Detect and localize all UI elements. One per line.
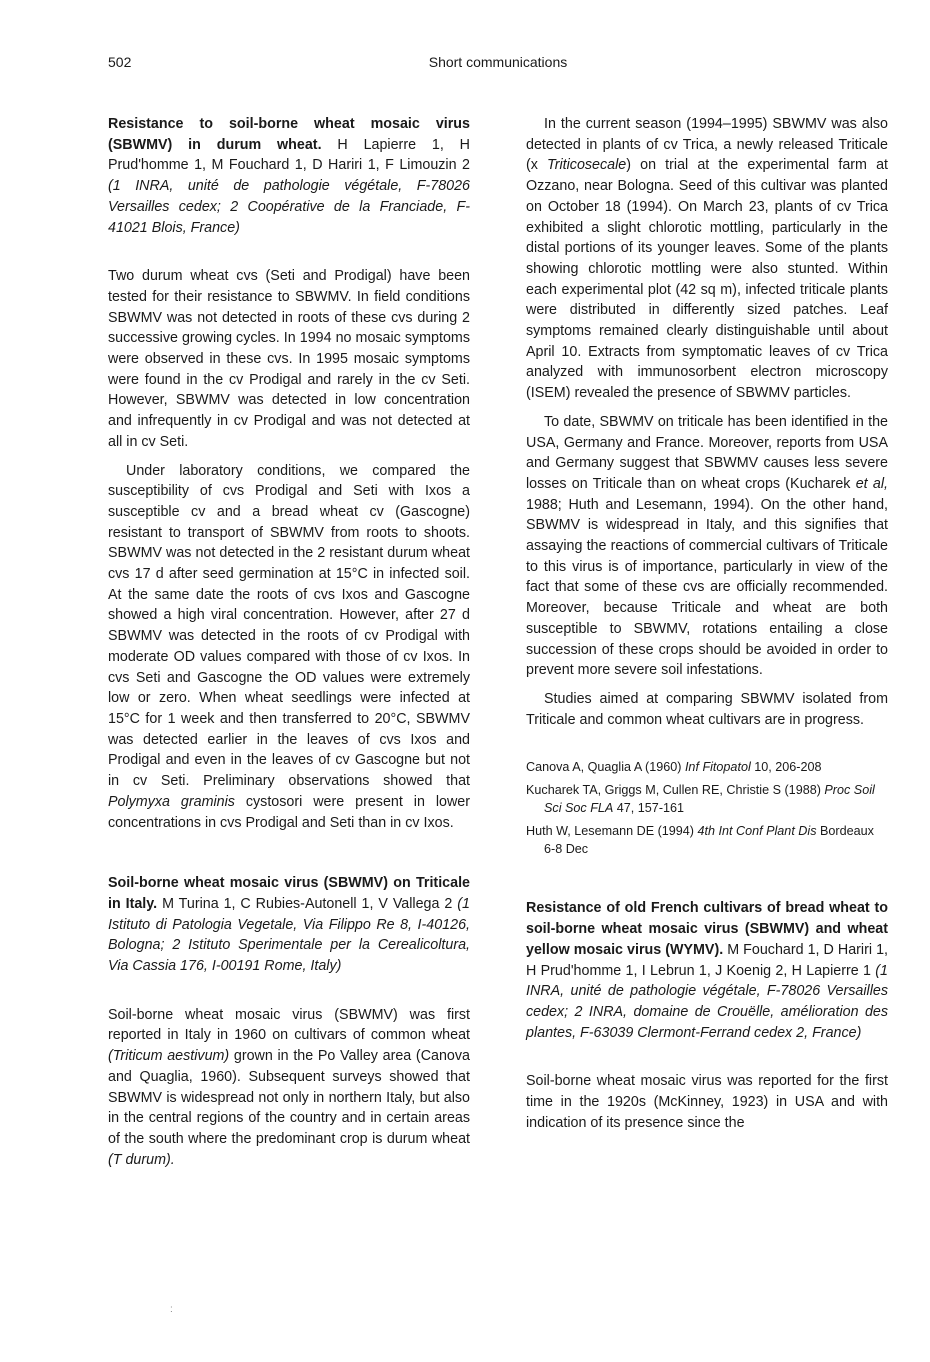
left-column [108, 114, 470, 1170]
reference-volume: 10, 206-208 [750, 760, 822, 775]
article2-heading [108, 873, 470, 977]
article2-title: Soil-borne wheat mosaic virus (SBWMV) on Triticale in Italy. [108, 875, 470, 912]
article3-title: Resistance of old French cultivars of bread wheat to soil-borne wheat mosaic virus (SBWMV) and wheat yellow mosaic virus (WYMV). [526, 900, 888, 958]
article1-p2-text-a: Under laboratory conditions, we compared the susceptibility of cvs Prodigal and Seti with Ixos a susceptible cv and a bread wheat cv (Gascogne) resistant to transport of SBWMV from roots to shoots. SBWMV was not detected in the 2 resistant durum wheat cvs 17 d after seed germination at 15°C in infected soil. At the same date the roots of cvs Ixos and Gascogne showed a high viral concentration. However, after 27 d SBWMV was detected in the roots of cv Prodigal with moderate OD values compared with those of cv Ixos. In cvs Seti and Gascogne the OD values were extremely low or zero. When wheat seedlings were infected at 15°C for 1 week and then transferred to 20°C, SBWMV was detected earlier in the leaves of cvs Ixos and Prodigal and even in the leaves of cv Gascogne but not in cv Seti. Preliminary observations showed that [108, 462, 470, 790]
reference-journal: Inf Fitopatol [684, 760, 751, 775]
article1-p2-text-b: cystosori were present in lower concentrations in cvs Prodigal and Seti than in cv Ixos. [108, 793, 471, 831]
article3-heading [526, 898, 888, 1043]
article2-paragraph-4: Studies aimed at comparing SBWMV isolated from Triticale and common wheat cultivars are in progress. [526, 690, 888, 728]
article2-p2-italic: Triticosecale [547, 157, 627, 174]
article1-affiliations: (1 INRA, unité de pathologie végétale, F-78026 Versailles cedex; 2 Coopérative de la Franciade, F-41021 Blois, France) [108, 178, 470, 236]
article2-p1-italic-1: (Triticum aestivum) [108, 1048, 230, 1065]
article2-paragraph-2 [526, 114, 888, 404]
reference-authors: Huth W, Lesemann DE (1994) [526, 824, 698, 839]
page-number: 502 [108, 54, 132, 70]
reference-item [526, 781, 888, 817]
scan-mark: : [170, 1304, 173, 1315]
article2-affiliations: (1 Istituto di Patologia Vegetale, Via Filippo Re 8, I-40126, Bologna; 2 Istituto Sperimentale per la Cerealicoltura, Via Cassia 176, I-00191 Rome, Italy) [108, 895, 470, 975]
article2-paragraph-3 [526, 412, 888, 681]
article2-p1-italic-2: (T durum). [108, 1151, 175, 1168]
article2-p3-text-a: To date, SBWMV on triticale has been identified in the USA, Germany and France. Moreover, reports from USA and Germany suggest that SBWMV causes less severe losses on Triticale than on wheat crops (Kucharek [526, 413, 888, 492]
article2-p1-text-a: Soil-borne wheat mosaic virus (SBWMV) was first reported in Italy in 1960 on cultivars of common wheat [108, 1006, 470, 1044]
article3-paragraph-1: Soil-borne wheat mosaic virus was reported for the first time in the 1920s (McKinney, 1923) in USA and with indication of its presence since the [526, 1073, 888, 1131]
article1-authors: H Lapierre 1, H Prud'homme 1, M Fouchard 1, D Hariri 1, F Limouzin 2 [108, 136, 470, 174]
article3-affiliations: (1 INRA, unité de pathologie végétale, F-78026 Versailles cedex; 2 INRA, domaine de Crouëlle, amélioration des plantes, F-63039 Clermont-Ferrand cedex 2, France) [526, 962, 888, 1041]
article2-p2-text-b: ) on trial at the experimental farm at Ozzano, near Bologna. Seed of this cultivar was planted on October 18 (1994). On March 23, plants of cv Trica exhibited a slight chlorotic mottling, particularly in the distal portions of its younger leaves. Some of the plants showing chlorotic mottling were also stunted. Within each experimental plot (42 sq m), infected triticale plants were distributed in differently sized patches. Leaf symptoms remained clearly distinguishable until about April 10. Extracts from symptomatic leaves of cv Trica analyzed with immunosorbent electron microscopy (ISEM) revealed the presence of SBWMV particles. [526, 157, 888, 402]
reference-journal: 4th Int Conf Plant Dis [697, 824, 817, 839]
article1-paragraph-1: Two durum wheat cvs (Seti and Prodigal) have been tested for their resistance to SBWMV. In field conditions SBWMV was not detected in roots of these cvs during 2 successive growing cycles. In 1994 no mosaic symptoms were observed in these cvs. In 1995 mosaic symptoms were found in the cv Prodigal and rarely in the cv Seti. However, SBWMV was detected in low concentration and infrequently in cv Prodigal and was not detected at all in cv Seti. [108, 268, 470, 450]
article1-paragraph-2 [108, 461, 470, 834]
reference-item [526, 758, 888, 776]
reference-journal: Proc Soil Sci Soc FLA [544, 783, 875, 816]
article2-p1-text-b: grown in the Po Valley area (Canova and Quaglia, 1960). Subsequent surveys showed that SBWMV is widespread not only in northern Italy, but also in the central regions of the country and in certain areas of the south where the predominant crop is durum wheat [108, 1048, 470, 1147]
reference-volume: 47, 157-161 [613, 801, 685, 816]
article3-authors: M Fouchard 1, D Hariri 1, H Prud'homme 1, I Lebrun 1, J Koenig 2, H Lapierre 1 [526, 941, 888, 979]
article1-heading [108, 114, 470, 238]
page-header [108, 54, 888, 74]
article1-p2-italic: Polymyxa graminis [108, 793, 235, 810]
reference-volume: Bordeaux 6-8 Dec [544, 824, 874, 857]
right-column [526, 114, 888, 1133]
article2-p3-italic: et al, [855, 475, 888, 492]
running-title: Short communications [428, 54, 568, 70]
reference-authors: Kucharek TA, Griggs M, Cullen RE, Christie S (1988) [526, 783, 825, 798]
reference-authors: Canova A, Quaglia A (1960) [526, 760, 685, 775]
article1-title: Resistance to soil-borne wheat mosaic virus (SBWMV) in durum wheat. [108, 116, 470, 153]
article2-p3-text-b: 1988; Huth and Lesemann, 1994). On the other hand, SBWMV is widespread in Italy, and this signifies that assaying the reactions of commercial cultivars of Triticale to this virus is of importance, particularly in view of the fact that some of these cvs are officially recommended. Moreover, because Triticale and wheat are both susceptible to SBWMV, rotations entailing a close succession of these crops should be avoided in order to prevent more severe soil infestations. [526, 496, 888, 679]
article2-paragraph-1 [108, 1005, 470, 1171]
article2-p2-text-a: In the current season (1994–1995) SBWMV was also detected in plants of cv Trica, a newly released Triticale (x [526, 116, 888, 174]
article2-authors: M Turina 1, C Rubies-Autonell 1, V Vallega 2 [162, 895, 453, 912]
reference-item [526, 822, 888, 858]
